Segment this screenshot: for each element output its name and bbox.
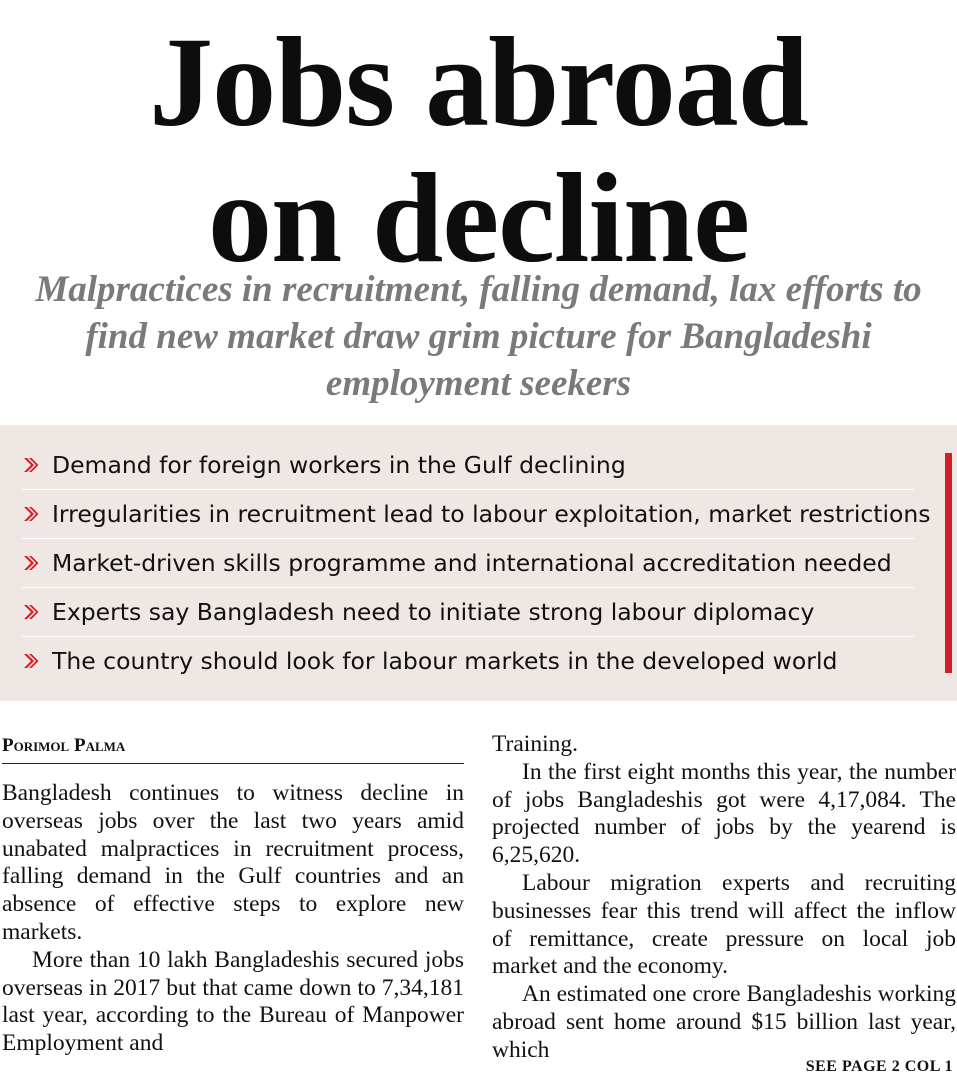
highlight-text: Irregularities in recruitment lead to labour exploitation, market restrictions [52, 500, 931, 528]
article-column-2 [492, 731, 956, 1065]
accent-bar [945, 453, 952, 673]
chevron-right-icon [22, 652, 52, 670]
highlight-item [22, 539, 914, 588]
highlights-box [0, 425, 957, 701]
highlights-list [22, 441, 931, 685]
highlight-item [22, 637, 914, 685]
subheadline: Malpractices in recruitment, falling demand, lax efforts to find new market draw grim picture for Bangladeshi employment seekers [35, 269, 922, 404]
highlight-item [22, 490, 931, 539]
paragraph-continuation: Training. [492, 731, 578, 757]
headline-line-1: Jobs abroad [149, 11, 808, 153]
headline [0, 11, 957, 289]
paragraph: An estimated one crore Bangladeshis working abroad sent home around $15 billion last year, which [492, 981, 956, 1063]
chevron-right-icon [22, 456, 52, 474]
highlight-text: The country should look for labour markets in the developed world [52, 647, 838, 675]
chevron-right-icon [22, 505, 52, 523]
highlight-text: Experts say Bangladesh need to initiate strong labour diplomacy [52, 598, 815, 626]
highlight-text: Market-driven skills programme and international accreditation needed [52, 549, 892, 577]
highlight-item [22, 441, 914, 490]
paragraph: Labour migration experts and recruiting businesses fear this trend will affect the inflow of remittance, create pressure on local job market and the economy. [492, 869, 956, 980]
headline-line-2: on decline [207, 147, 750, 289]
article-column-1 [2, 780, 464, 1058]
continued-on-page-link[interactable]: SEE PAGE 2 COL 1 [798, 1058, 953, 1076]
chevron-right-icon [22, 603, 52, 621]
paragraph: In the first eight months this year, the number of jobs Bangladeshis got were 4,17,084. The projected number of jobs by the yearend is 6,25,620. [492, 758, 956, 869]
chevron-right-icon [22, 554, 52, 572]
paragraph: Bangladesh continues to witness decline in overseas jobs over the last two years amid unabated malpractices in recruitment process, falling demand in the Gulf countries and an absence of effective steps to explore new markets. [2, 780, 464, 945]
highlight-item [22, 588, 914, 637]
highlight-text: Demand for foreign workers in the Gulf declining [52, 451, 626, 479]
paragraph: More than 10 lakh Bangladeshis secured jobs overseas in 2017 but that came down to 7,34,181 last year, according to the Bureau of Manpower Employment and [2, 946, 464, 1057]
byline: Porimol Palma [2, 735, 464, 764]
